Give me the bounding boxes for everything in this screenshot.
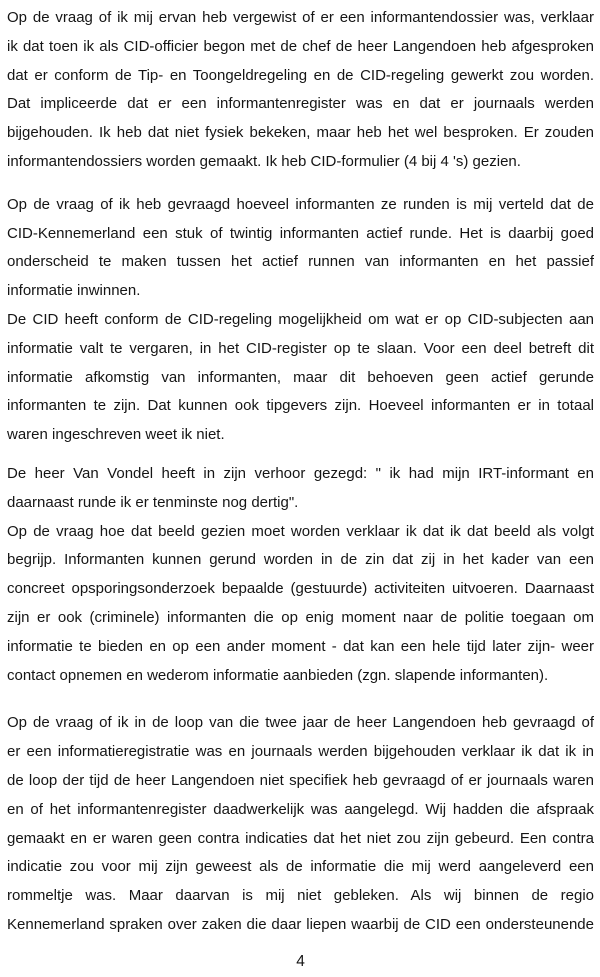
paragraph-informantendossier bbox=[7, 4, 594, 177]
page-number: 4 bbox=[296, 952, 305, 970]
text-line: Op de vraag of ik in de loop van die twee jaar de heer Langendoen heb gevraagd of bbox=[7, 714, 594, 732]
text-line: begrijp. Informanten kunnen gerund worden in de zin dat zij in het kader van een bbox=[7, 551, 594, 569]
paragraph-van-vondel-citaat bbox=[7, 460, 594, 518]
text-line: Op de vraag of ik heb gevraagd hoeveel informanten ze runden is mij verteld dat de bbox=[7, 195, 594, 213]
text-line: rommeltje was. Maar daarvan is mij niet gebleken. Als wij binnen de regio bbox=[7, 887, 594, 905]
text-line: informatie inwinnen. bbox=[7, 282, 141, 300]
text-line: bijgehouden. Ik heb dat niet fysiek bekeken, maar heb het wel besproken. Er zouden bbox=[7, 124, 594, 142]
text-line: dat er conform de Tip- en Toongeldregeling en de CID-regeling gewerkt zou worden. bbox=[7, 66, 594, 84]
paragraph-aantal-informanten bbox=[7, 191, 594, 306]
text-line: de loop der tijd de heer Langendoen niet specifiek heb gevraagd of er journaals waren bbox=[7, 771, 594, 789]
text-line: CID-Kennemerland een stuk of twintig informanten actief runde. Het is daarbij goed bbox=[7, 224, 594, 242]
text-line: De heer Van Vondel heeft in zijn verhoor gezegd: " ik had mijn IRT-informant en bbox=[7, 464, 594, 482]
text-line: onderscheid te maken tussen het actief runnen van informanten en het passief bbox=[7, 253, 594, 271]
text-line: zijn er ook (criminele) informanten die op enig moment naar de politie toegaan om bbox=[7, 608, 594, 626]
text-line: indicatie zou voor mij zijn geweest als de informatie die mij werd aangeleverd een bbox=[7, 858, 594, 876]
text-line: informantendossiers worden gemaakt. Ik heb CID-formulier (4 bij 4 's) gezien. bbox=[7, 152, 521, 170]
text-line: daarnaast runde ik er tenminste nog dertig". bbox=[7, 493, 299, 511]
text-line: Kennemerland spraken over zaken die daar liepen waarbij de CID een ondersteunende bbox=[7, 915, 594, 933]
text-line: waren ingeschreven weet ik niet. bbox=[7, 426, 225, 444]
text-line: er een informatieregistratie was en journaals werden bijgehouden verklaar ik dat ik in bbox=[7, 743, 594, 761]
paragraph-langendoen-afspraak bbox=[7, 709, 594, 939]
text-line: Dat impliceerde dat er een informantenregister was en dat er journaals werden bbox=[7, 95, 594, 113]
paragraph-cid-register bbox=[7, 306, 594, 450]
text-line: en of het informantenregister daadwerkelijk was aangelegd. Wij hadden die afspraak bbox=[7, 800, 594, 818]
text-line: informatie te bieden en op een ander moment - dat kan een hele tijd later zijn- weer bbox=[7, 637, 594, 655]
text-line: ik dat toen ik als CID-officier begon met de chef de heer Langendoen heb afgesproken bbox=[7, 37, 594, 55]
text-line: informatie afkomstig van informanten, maar dit behoeven geen actief gerunde bbox=[7, 368, 594, 386]
paragraph-beeld-uitleg bbox=[7, 518, 594, 691]
text-line: Op de vraag hoe dat beeld gezien moet worden verklaar ik dat ik dat beeld als volgt bbox=[7, 522, 594, 540]
text-line: concreet opsporingsonderzoek bepaalde (gestuurde) activiteiten uitvoeren. Daarnaast bbox=[7, 580, 594, 598]
text-line: informanten te zijn. Dat kunnen ook tipgevers zijn. Hoeveel informanten er in totaal bbox=[7, 397, 594, 415]
text-line: gemaakt en er waren geen contra indicaties dat het niet zou zijn gebeurd. Een contra bbox=[7, 829, 594, 847]
text-line: informatie valt te vergaren, in het CID-register op te slaan. Voor een deel betreft dit bbox=[7, 339, 594, 357]
text-line: De CID heeft conform de CID-regeling mogelijkheid om wat er op CID-subjecten aan bbox=[7, 310, 594, 328]
text-line: contact opnemen en wederom informatie aanbieden (zgn. slapende informanten). bbox=[7, 666, 549, 684]
text-line: Op de vraag of ik mij ervan heb vergewist of er een informantendossier was, verklaar bbox=[7, 9, 594, 26]
